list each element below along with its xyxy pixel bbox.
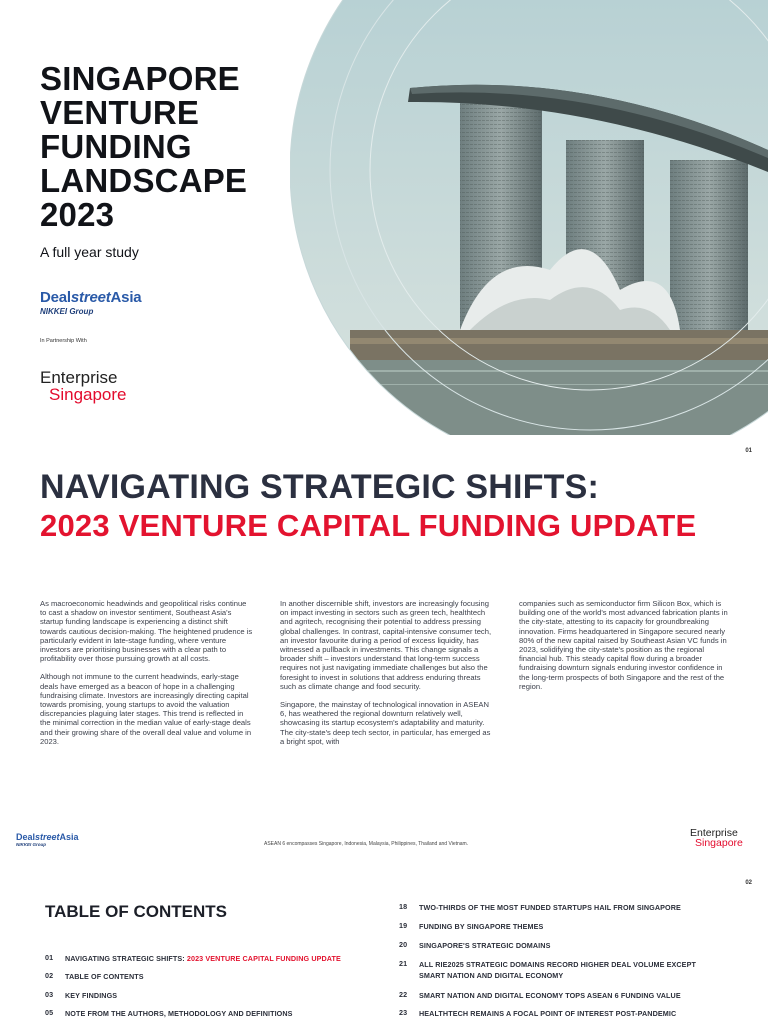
toc-page-number: 23 (399, 1008, 408, 1017)
logo-text: Enterprise (690, 827, 738, 839)
toc-page-number: 01 (45, 953, 54, 962)
footer-enterprise-singapore-logo (690, 828, 743, 848)
logo-text: Asia (59, 832, 79, 842)
logo-text: Deal (40, 289, 71, 306)
paragraph: As macroeconomic headwinds and geopolitical risks continue to cast a shadow on investor sentiment, Southeast Asia's startup funding landscape is experiencing a distinct shift towards cautious decision-making. The heightened prudence is particularly evident in late-stage funding, where venture investors are prioritising businesses with a clear path to profitability over those pursuing growth at all costs. (40, 599, 253, 664)
cover-title-line: 2023 (40, 196, 115, 233)
cover-title-line: SINGAPORE (40, 60, 240, 97)
toc-item-label: SMART NATION AND DIGITAL ECONOMY TOPS ASEAN 6 FUNDING VALUE (419, 991, 681, 1000)
page-number: 01 (745, 448, 752, 454)
toc-item-label: HEALTHTECH REMAINS A FOCAL POINT OF INTEREST POST-PANDEMIC (419, 1009, 677, 1018)
toc-page-number: 21 (399, 959, 408, 968)
toc-page-number: 02 (45, 971, 54, 980)
article-column (40, 599, 253, 755)
logo-group-text: NIKKEI Group (40, 307, 94, 316)
paragraph: Singapore, the mainstay of technological innovation in ASEAN 6, has weathered the regional downturn relatively well, showcasing its startup ecosystem's adaptability and maturity. The city-state's deep tech sector, in particular, has emerged as a bright spot, with (280, 700, 491, 746)
logo-text: street (35, 832, 60, 842)
enterprise-singapore-logo (40, 369, 127, 403)
toc-page-number: 03 (45, 990, 54, 999)
headline-secondary: 2023 VENTURE CAPITAL FUNDING UPDATE (40, 508, 697, 543)
article-column (280, 599, 493, 755)
toc-item-label: NAVIGATING STRATEGIC SHIFTS: (65, 954, 187, 963)
paragraph: companies such as semiconductor firm Silicon Box, which is building one of the world's most advanced fabrication plants in the city-state, attesting to its capacity for groundbreaking innovation. Firms headquartered in Singapore secured nearly 80% of the new capital raised by Southeast Asian VC funds in 2023, solidifying the city-state's position as the regional financial hub. This steady capital flow during a broader fundraising downturn signals enduring investor confidence in the long-term prospects of both Singapore and the rest of the region. (519, 599, 728, 691)
cover-title (40, 62, 247, 232)
cover-title-line: VENTURE (40, 94, 200, 131)
paragraph: Although not immune to the current headwinds, early-stage deals have emerged as a beacon of hope in a challenging fundraising climate. Investors are increasingly directing capital towards promising, young startups to avoid the valuation discrepancies plaguing later stages. This trend is reflected in the minimal correction in the median value of early-stage deals and their growing share of the overall deal value and volume in 2023. (40, 672, 252, 746)
toc-item-label: ALL RIE2025 STRATEGIC DOMAINS RECORD HIGHER DEAL VOLUME EXCEPT SMART NATION AND DIGITAL ECONOMY (419, 960, 696, 980)
toc-page-number: 19 (399, 921, 408, 930)
cover-subtitle: A full year study (40, 244, 139, 260)
toc-item-label: TWO-THIRDS OF THE MOST FUNDED STARTUPS HAIL FROM SINGAPORE (419, 903, 681, 912)
toc-item-label-highlight: 2023 VENTURE CAPITAL FUNDING UPDATE (186, 954, 341, 963)
toc-item-label: KEY FINDINGS (65, 991, 118, 1000)
partnership-label: In Partnership With (40, 338, 87, 344)
toc-page-number: 18 (399, 902, 408, 911)
toc-item-label: NOTE FROM THE AUTHORS, METHODOLOGY AND DEFINITIONS (65, 1009, 293, 1018)
toc-page-number: 20 (399, 940, 408, 949)
logo-text: Singapore (695, 837, 743, 849)
article-column (519, 599, 732, 700)
logo-text: Singapore (49, 385, 127, 404)
logo-group-text: NIKKEI Group (16, 842, 46, 847)
toc-page-number: 22 (399, 990, 408, 999)
headline-primary: NAVIGATING STRATEGIC SHIFTS: (40, 468, 600, 506)
marina-bay-sands-photo (290, 0, 768, 435)
cover-title-line: LANDSCAPE (40, 162, 248, 199)
page-number: 02 (745, 880, 752, 886)
toc-item-label: SINGAPORE'S STRATEGIC DOMAINS (419, 941, 551, 950)
logo-text: Enterprise (40, 368, 118, 387)
toc-item-label: TABLE OF CONTENTS (65, 972, 144, 981)
toc-title: TABLE OF CONTENTS (45, 902, 227, 921)
toc-item-label: FUNDING BY SINGAPORE THEMES (419, 922, 544, 931)
logo-text: Asia (110, 289, 142, 306)
dealstreetasia-logo (40, 289, 141, 316)
logo-text: street (70, 289, 111, 306)
cover-title-line: FUNDING (40, 128, 192, 165)
cover-page (0, 0, 768, 435)
footnote: ASEAN 6 encompasses Singapore, Indonesia, Malaysia, Philippines, Thailand and Vietnam. (264, 841, 469, 847)
paragraph: In another discernible shift, investors are increasingly focusing on impact investing in sectors such as green tech, healthtech and agritech, recognising their potential to address pressing global challenges. In contrast, capital-intensive consumer tech, an investor favourite during a period of excess liquidity, has witnessed a pullback in investments. This change signals a broader shift – investors understand that long-term success requires not just navigating immediate challenges but also the foresight to invest in solutions that address enduring threats such as climate change and food security. (280, 599, 492, 691)
logo-text: Deal (16, 832, 36, 842)
footer-dealstreetasia-logo (16, 832, 79, 847)
toc-page-number: 05 (45, 1008, 54, 1017)
